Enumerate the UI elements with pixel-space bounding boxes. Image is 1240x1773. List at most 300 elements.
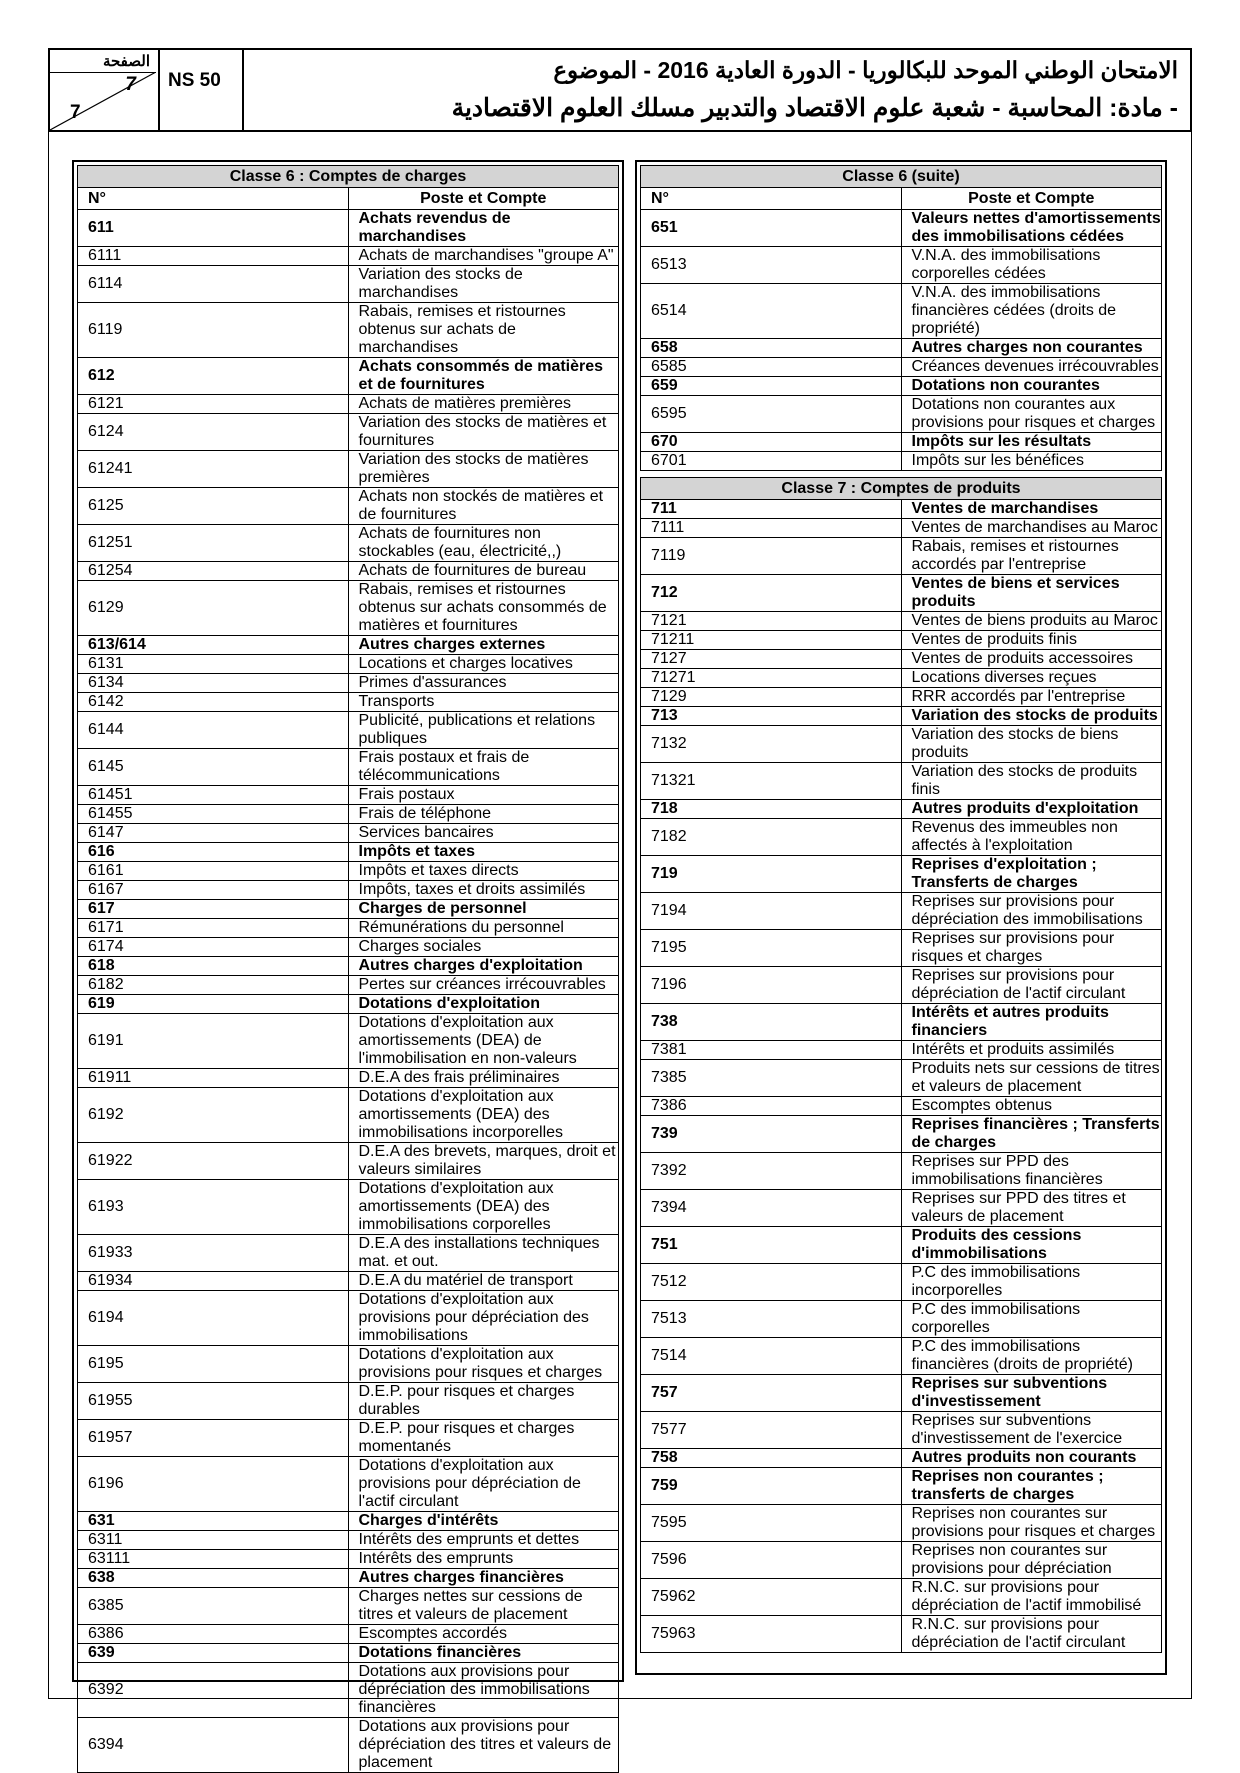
table-row [641, 1542, 1162, 1579]
account-number: 7381 [641, 1041, 902, 1060]
table-row [78, 1663, 619, 1718]
table-row [78, 881, 619, 900]
table-row [78, 1512, 619, 1531]
account-name: Autres charges non courantes [901, 339, 1162, 358]
title-line-1: الامتحان الوطني الموحد للبكالوريا - الدورة العادية 2016 - الموضوع [553, 57, 1178, 83]
account-name: Escomptes obtenus [901, 1097, 1162, 1116]
account-number: 719 [641, 856, 902, 893]
account-number: 63111 [78, 1550, 349, 1569]
table-row [78, 1550, 619, 1569]
table-row [641, 1301, 1162, 1338]
table-row [641, 1116, 1162, 1153]
account-number: 6144 [78, 712, 349, 749]
account-number: 71321 [641, 763, 902, 800]
account-number: 6129 [78, 581, 349, 636]
account-number: 7385 [641, 1060, 902, 1097]
account-number: 7596 [641, 1542, 902, 1579]
col-header-num: N° [641, 188, 902, 210]
account-number: 7194 [641, 893, 902, 930]
account-number: 713 [641, 707, 902, 726]
account-name: P.C des immobilisations incorporelles [901, 1264, 1162, 1301]
charges-table-body [78, 210, 619, 1773]
account-name: Ventes de biens et services produits [901, 575, 1162, 612]
account-name: Variation des stocks de matières et fournitures [348, 414, 619, 451]
exam-header [48, 48, 1192, 132]
account-name: Intérêts et produits assimilés [901, 1041, 1162, 1060]
account-number: 6167 [78, 881, 349, 900]
account-number: 612 [78, 358, 349, 395]
account-number: 6145 [78, 749, 349, 786]
table-row [641, 500, 1162, 519]
account-name: Autres produits d'exploitation [901, 800, 1162, 819]
account-name: Ventes de produits accessoires [901, 650, 1162, 669]
account-name: Rabais, remises et ristournes obtenus sur achats consommés de matières et fournitures [348, 581, 619, 636]
table-row [641, 1153, 1162, 1190]
account-name: Reprises sur PPD des titres et valeurs de placement [901, 1190, 1162, 1227]
table-row [641, 1190, 1162, 1227]
account-name: Achats de fournitures de bureau [348, 562, 619, 581]
table-row [78, 824, 619, 843]
table-row [78, 1569, 619, 1588]
table-row [78, 1180, 619, 1235]
table-row [641, 575, 1162, 612]
table-row [78, 636, 619, 655]
account-name: Frais postaux [348, 786, 619, 805]
account-name: Variation des stocks de produits [901, 707, 1162, 726]
page-label: الصفحة [102, 53, 150, 70]
account-number: 61455 [78, 805, 349, 824]
table-row [78, 919, 619, 938]
account-name: Rabais, remises et ristournes accordés par l'entreprise [901, 538, 1162, 575]
account-number: 6701 [641, 452, 902, 471]
table-row [641, 893, 1162, 930]
account-name: Dotations d'exploitation aux amortissements (DEA) de l'immobilisation en non-valeurs [348, 1014, 619, 1069]
table-row [78, 957, 619, 976]
table-title: Classe 6 (suite) [641, 166, 1162, 188]
account-name: Autres charges d'exploitation [348, 957, 619, 976]
account-number: 6125 [78, 488, 349, 525]
account-name: Achats de fournitures non stockables (eau, électricité,,) [348, 525, 619, 562]
account-name: Autres charges financières [348, 1569, 619, 1588]
account-name: Reprises sur provisions pour dépréciation de l'actif circulant [901, 967, 1162, 1004]
account-number: 6142 [78, 693, 349, 712]
account-name: Rémunérations du personnel [348, 919, 619, 938]
table-row [641, 377, 1162, 396]
table-row [78, 1291, 619, 1346]
account-name: Rabais, remises et ristournes obtenus sur achats de marchandises [348, 303, 619, 358]
account-number: 617 [78, 900, 349, 919]
account-number: 6174 [78, 938, 349, 957]
account-number: 7129 [641, 688, 902, 707]
table-row [78, 749, 619, 786]
produits-table [640, 477, 1162, 1653]
table-row [78, 525, 619, 562]
table-row [641, 452, 1162, 471]
account-name: D.E.A du matériel de transport [348, 1272, 619, 1291]
table-row [78, 976, 619, 995]
account-name: Ventes de produits finis [901, 631, 1162, 650]
account-name: Autres produits non courants [901, 1449, 1162, 1468]
account-number: 6193 [78, 1180, 349, 1235]
account-name: Dotations d'exploitation aux provisions pour dépréciation des immobilisations [348, 1291, 619, 1346]
table-row [641, 538, 1162, 575]
charges-suite-table-body [641, 210, 1162, 471]
account-number: 6119 [78, 303, 349, 358]
table-row [641, 1375, 1162, 1412]
account-name: Ventes de marchandises [901, 500, 1162, 519]
account-number: 6147 [78, 824, 349, 843]
account-name: R.N.C. sur provisions pour dépréciation de l'actif immobilisé [901, 1579, 1162, 1616]
account-number: 6196 [78, 1457, 349, 1512]
account-number: 7195 [641, 930, 902, 967]
account-name: Dotations d'exploitation aux amortissements (DEA) des immobilisations corporelles [348, 1180, 619, 1235]
account-name: Impôts, taxes et droits assimilés [348, 881, 619, 900]
account-name: Dotations d'exploitation aux provisions pour dépréciation de l'actif circulant [348, 1457, 619, 1512]
account-name: Transports [348, 693, 619, 712]
table-row [78, 674, 619, 693]
account-number: 7121 [641, 612, 902, 631]
table-row [641, 930, 1162, 967]
account-name: Reprises d'exploitation ; Transferts de charges [901, 856, 1162, 893]
account-name: Frais postaux et frais de télécommunications [348, 749, 619, 786]
account-number: 61957 [78, 1420, 349, 1457]
table-row [78, 712, 619, 749]
account-name: Achats non stockés de matières et de fournitures [348, 488, 619, 525]
table-title: Classe 7 : Comptes de produits [641, 478, 1162, 500]
account-number: 7595 [641, 1505, 902, 1542]
table-row [641, 1004, 1162, 1041]
account-name: Variation des stocks de matières premières [348, 451, 619, 488]
table-row [78, 266, 619, 303]
account-number: 6514 [641, 284, 902, 339]
table-row [78, 562, 619, 581]
account-name: Intérêts des emprunts et dettes [348, 1531, 619, 1550]
account-number: 659 [641, 377, 902, 396]
account-name: Reprises non courantes ; transferts de charges [901, 1468, 1162, 1505]
table-row [641, 1505, 1162, 1542]
account-number: 7392 [641, 1153, 902, 1190]
table-row [78, 1272, 619, 1291]
table-row [641, 650, 1162, 669]
account-number: 6386 [78, 1625, 349, 1644]
table-row [78, 1383, 619, 1420]
page-current: 7 [125, 74, 136, 95]
account-number: 61241 [78, 451, 349, 488]
account-number: 618 [78, 957, 349, 976]
table-row [78, 303, 619, 358]
account-number: 751 [641, 1227, 902, 1264]
account-name: Services bancaires [348, 824, 619, 843]
account-name: Charges d'intérêts [348, 1512, 619, 1531]
account-name: Escomptes accordés [348, 1625, 619, 1644]
table-row [641, 819, 1162, 856]
table-row [78, 1420, 619, 1457]
account-name: Reprises sur PPD des immobilisations financières [901, 1153, 1162, 1190]
account-number: 6131 [78, 655, 349, 674]
table-row [78, 247, 619, 266]
col-header-num: N° [78, 188, 349, 210]
table-row [641, 396, 1162, 433]
account-name: Dotations non courantes aux provisions pour risques et charges [901, 396, 1162, 433]
account-name: Variation des stocks de biens produits [901, 726, 1162, 763]
table-row [78, 1346, 619, 1383]
account-number: 738 [641, 1004, 902, 1041]
account-name: V.N.A. des immobilisations corporelles cédées [901, 247, 1162, 284]
table-row [78, 995, 619, 1014]
account-name: Pertes sur créances irrécouvrables [348, 976, 619, 995]
table-row [78, 1235, 619, 1272]
account-number: 757 [641, 1375, 902, 1412]
table-row [641, 967, 1162, 1004]
account-number: 759 [641, 1468, 902, 1505]
account-number: 619 [78, 995, 349, 1014]
account-name: Reprises non courantes sur provisions pour dépréciation [901, 1542, 1162, 1579]
account-number: 61933 [78, 1235, 349, 1272]
account-number: 6394 [78, 1718, 349, 1773]
account-name: Variation des stocks de produits finis [901, 763, 1162, 800]
table-row [78, 1014, 619, 1069]
account-name: Variation des stocks de marchandises [348, 266, 619, 303]
account-number: 7513 [641, 1301, 902, 1338]
account-name: Impôts sur les résultats [901, 433, 1162, 452]
account-name: Dotations aux provisions pour dépréciation des immobilisations financières [348, 1663, 619, 1718]
account-name: Valeurs nettes d'amortissements des immobilisations cédées [901, 210, 1162, 247]
account-number: 71211 [641, 631, 902, 650]
page-divider-line [50, 72, 156, 130]
table-row [78, 1457, 619, 1512]
account-name: Dotations financières [348, 1644, 619, 1663]
account-number: 6121 [78, 395, 349, 414]
table-row [641, 1264, 1162, 1301]
account-number: 658 [641, 339, 902, 358]
account-number: 6513 [641, 247, 902, 284]
account-number: 7514 [641, 1338, 902, 1375]
account-number: 7196 [641, 967, 902, 1004]
account-name: Reprises non courantes sur provisions pour risques et charges [901, 1505, 1162, 1542]
account-name: D.E.A des brevets, marques, droit et valeurs similaires [348, 1143, 619, 1180]
table-row [641, 247, 1162, 284]
table-row [641, 800, 1162, 819]
table-row [641, 1097, 1162, 1116]
account-number: 7111 [641, 519, 902, 538]
account-number: 75963 [641, 1616, 902, 1653]
account-number: 6111 [78, 247, 349, 266]
account-number: 7182 [641, 819, 902, 856]
account-name: RRR accordés par l'entreprise [901, 688, 1162, 707]
account-name: Impôts sur les bénéfices [901, 452, 1162, 471]
account-name: Autres charges externes [348, 636, 619, 655]
table-row [78, 938, 619, 957]
account-name: Créances devenues irrécouvrables [901, 358, 1162, 377]
account-number: 639 [78, 1644, 349, 1663]
account-name: Dotations non courantes [901, 377, 1162, 396]
account-number: 670 [641, 433, 902, 452]
account-name: Publicité, publications et relations publiques [348, 712, 619, 749]
account-number: 7512 [641, 1264, 902, 1301]
account-name: Intérêts des emprunts [348, 1550, 619, 1569]
account-number: 6392 [78, 1663, 349, 1718]
account-number: 75962 [641, 1579, 902, 1616]
account-number: 6161 [78, 862, 349, 881]
account-number: 651 [641, 210, 902, 247]
account-number: 7127 [641, 650, 902, 669]
account-name: Reprises sur subventions d'investissement [901, 1375, 1162, 1412]
account-number: 6385 [78, 1588, 349, 1625]
account-number: 7394 [641, 1190, 902, 1227]
account-number: 6311 [78, 1531, 349, 1550]
account-name: Locations et charges locatives [348, 655, 619, 674]
account-number: 6134 [78, 674, 349, 693]
account-name: Reprises sur provisions pour risques et charges [901, 930, 1162, 967]
account-name: Charges sociales [348, 938, 619, 957]
account-name: Produits nets sur cessions de titres et valeurs de placement [901, 1060, 1162, 1097]
table-row [641, 707, 1162, 726]
account-name: Achats consommés de matières et de fournitures [348, 358, 619, 395]
account-name: V.N.A. des immobilisations financières cédées (droits de propriété) [901, 284, 1162, 339]
account-number: 739 [641, 1116, 902, 1153]
page-number-box [50, 50, 160, 130]
table-row [641, 284, 1162, 339]
account-number: 6124 [78, 414, 349, 451]
account-number: 611 [78, 210, 349, 247]
account-name: Reprises sur provisions pour dépréciation des immobilisations [901, 893, 1162, 930]
account-number: 61934 [78, 1272, 349, 1291]
account-name: Achats de marchandises "groupe A" [348, 247, 619, 266]
account-number: 6195 [78, 1346, 349, 1383]
account-number: 613/614 [78, 636, 349, 655]
table-row [641, 856, 1162, 893]
table-row [78, 786, 619, 805]
account-name: D.E.A des frais préliminaires [348, 1069, 619, 1088]
account-name: Dotations d'exploitation [348, 995, 619, 1014]
table-row [641, 1338, 1162, 1375]
right-column [635, 160, 1167, 1675]
col-header-name: Poste et Compte [901, 188, 1162, 210]
table-row [78, 805, 619, 824]
account-name: R.N.C. sur provisions pour dépréciation de l'actif circulant [901, 1616, 1162, 1653]
account-name: Achats de matières premières [348, 395, 619, 414]
table-row [641, 688, 1162, 707]
account-number: 758 [641, 1449, 902, 1468]
table-row [78, 1531, 619, 1550]
table-row [78, 581, 619, 636]
account-name: P.C des immobilisations corporelles [901, 1301, 1162, 1338]
charges-table [77, 165, 619, 1773]
account-name: D.E.P. pour risques et charges momentanés [348, 1420, 619, 1457]
table-row [78, 210, 619, 247]
account-number: 711 [641, 500, 902, 519]
account-number: 6191 [78, 1014, 349, 1069]
account-name: Impôts et taxes directs [348, 862, 619, 881]
table-row [641, 210, 1162, 247]
account-number: 71271 [641, 669, 902, 688]
table-row [641, 1227, 1162, 1264]
account-name: P.C des immobilisations financières (droits de propriété) [901, 1338, 1162, 1375]
account-name: Primes d'assurances [348, 674, 619, 693]
account-name: D.E.P. pour risques et charges durables [348, 1383, 619, 1420]
table-title: Classe 6 : Comptes de charges [78, 166, 619, 188]
account-number: 7577 [641, 1412, 902, 1449]
account-number: 6114 [78, 266, 349, 303]
exam-code-box [158, 50, 244, 130]
account-number: 61451 [78, 786, 349, 805]
account-name: Charges nettes sur cessions de titres et valeurs de placement [348, 1588, 619, 1625]
title-line-2: - مادة: المحاسبة - شعبة علوم الاقتصاد والتدبير مسلك العلوم الاقتصادية [451, 94, 1178, 122]
table-row [78, 1625, 619, 1644]
account-name: Reprises sur subventions d'investissement de l'exercice [901, 1412, 1162, 1449]
table-row [78, 862, 619, 881]
account-name: Achats revendus de marchandises [348, 210, 619, 247]
table-row [641, 339, 1162, 358]
account-name: Locations diverses reçues [901, 669, 1162, 688]
table-row [78, 843, 619, 862]
account-name: Revenus des immeubles non affectés à l'exploitation [901, 819, 1162, 856]
table-row [641, 726, 1162, 763]
account-number: 712 [641, 575, 902, 612]
table-row [78, 655, 619, 674]
left-column [72, 160, 624, 1771]
account-number: 61911 [78, 1069, 349, 1088]
account-number: 616 [78, 843, 349, 862]
table-row [78, 1644, 619, 1663]
table-row [641, 763, 1162, 800]
table-row [641, 669, 1162, 688]
account-number: 6182 [78, 976, 349, 995]
account-name: Ventes de biens produits au Maroc [901, 612, 1162, 631]
account-number: 6585 [641, 358, 902, 377]
table-row [78, 1088, 619, 1143]
account-number: 6171 [78, 919, 349, 938]
col-header-name: Poste et Compte [348, 188, 619, 210]
table-row [641, 1616, 1162, 1653]
table-row [78, 1588, 619, 1625]
account-number: 631 [78, 1512, 349, 1531]
table-row [641, 1412, 1162, 1449]
account-name: Impôts et taxes [348, 843, 619, 862]
account-number: 61254 [78, 562, 349, 581]
account-name: Dotations d'exploitation aux provisions pour risques et charges [348, 1346, 619, 1383]
table-row [641, 1579, 1162, 1616]
table-row [78, 900, 619, 919]
table-row [641, 519, 1162, 538]
account-name: Dotations aux provisions pour dépréciation des titres et valeurs de placement [348, 1718, 619, 1773]
account-name: Produits des cessions d'immobilisations [901, 1227, 1162, 1264]
table-row [641, 1449, 1162, 1468]
account-number: 638 [78, 1569, 349, 1588]
account-name: Ventes de marchandises au Maroc [901, 519, 1162, 538]
charges-suite-table [640, 165, 1162, 471]
account-name: Reprises financières ; Transferts de charges [901, 1116, 1162, 1153]
table-row [78, 1069, 619, 1088]
account-number: 61922 [78, 1143, 349, 1180]
account-number: 7386 [641, 1097, 902, 1116]
exam-title [246, 52, 1178, 128]
table-row [78, 693, 619, 712]
account-number: 7119 [641, 538, 902, 575]
table-row [641, 1060, 1162, 1097]
table-row [78, 451, 619, 488]
account-number: 6595 [641, 396, 902, 433]
table-row [641, 612, 1162, 631]
account-number: 6192 [78, 1088, 349, 1143]
table-row [641, 1468, 1162, 1505]
table-row [78, 358, 619, 395]
account-name: Frais de téléphone [348, 805, 619, 824]
account-name: Intérêts et autres produits financiers [901, 1004, 1162, 1041]
table-row [641, 1041, 1162, 1060]
account-number: 7132 [641, 726, 902, 763]
exam-code: NS 50 [168, 70, 221, 91]
